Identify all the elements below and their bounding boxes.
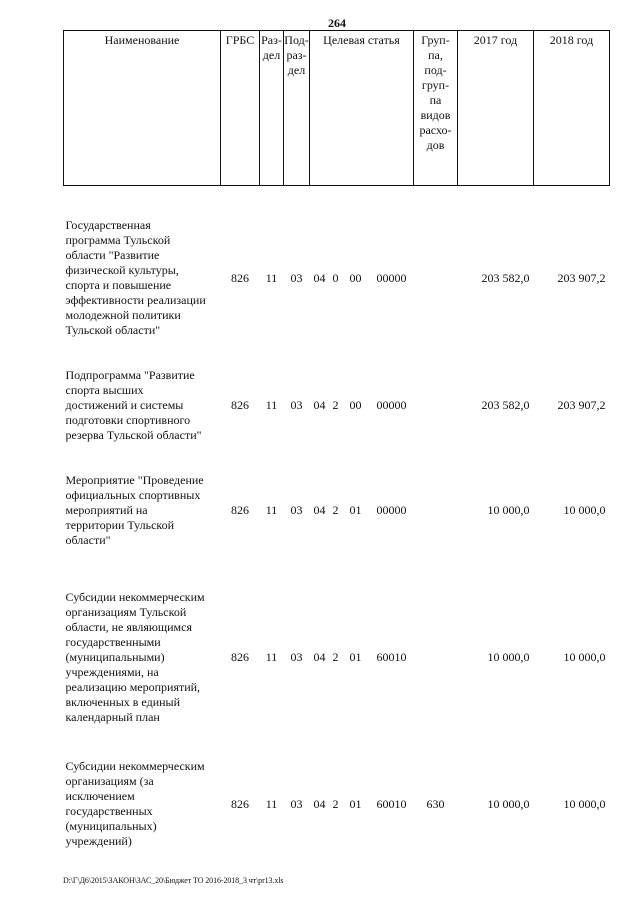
row-target-event: 00 — [349, 398, 362, 412]
table-row — [64, 590, 610, 725]
row-amount-2018: 203 907,2 — [557, 270, 606, 285]
row-target-subprogram: 2 — [332, 503, 339, 517]
header-year-2017: 2017 год — [458, 31, 534, 186]
row-target-event: 01 — [349, 796, 362, 811]
table-row — [64, 759, 610, 849]
row-grbs: 826 — [231, 503, 249, 517]
row-target-code: 00000 — [376, 503, 407, 517]
header-year-2018: 2018 год — [534, 31, 610, 186]
row-name: Субсидии некоммерческим организациям Тульской области, не являющимся государственными (муниципальными) учреждениями, на реализацию мероприятий, включенных в единый календарный план — [65, 590, 205, 724]
row-target-program: 04 — [313, 503, 326, 517]
header-group — [414, 31, 458, 186]
row-grbs: 826 — [231, 270, 249, 285]
row-amount-2017: 203 582,0 — [481, 270, 530, 285]
row-grbs: 826 — [231, 650, 249, 664]
row-razdel: 11 — [265, 503, 278, 517]
row-amount-2018: 203 907,2 — [557, 398, 606, 412]
row-amount-2017: 10 000,0 — [487, 796, 530, 811]
page-number: 264 — [328, 16, 346, 30]
row-target-code: 00000 — [376, 398, 407, 412]
row-name: Государственная программа Тульской области "Развитие физической культуры, спорта и повышение эффективности реализации молодежной политики Тульской области" — [65, 218, 206, 337]
row-amount-2018: 10 000,0 — [563, 796, 606, 811]
row-amount-2017: 203 582,0 — [481, 398, 530, 412]
row-podrazdel: 03 — [290, 398, 303, 412]
row-target-event: 01 — [349, 650, 362, 664]
row-target-subprogram: 2 — [332, 650, 339, 664]
row-target-program: 04 — [313, 796, 326, 811]
row-podrazdel: 03 — [290, 270, 303, 285]
row-razdel: 11 — [265, 270, 278, 285]
row-amount-2017: 10 000,0 — [487, 650, 530, 664]
row-group — [414, 218, 458, 338]
row-podrazdel: 03 — [290, 503, 303, 517]
row-razdel: 11 — [265, 650, 278, 664]
row-group — [414, 473, 458, 548]
row-group — [414, 590, 458, 725]
header-podrazdel — [284, 31, 310, 186]
row-target-program: 04 — [313, 398, 326, 412]
row-name: Субсидии некоммерческим организациям (за исключением государственных (муниципальных) учреждений) — [65, 759, 205, 848]
header-razdel-text: Раз- дел — [261, 33, 282, 62]
row-razdel: 11 — [265, 796, 278, 811]
row-target-event: 00 — [349, 270, 362, 285]
row-target-subprogram: 0 — [332, 270, 339, 285]
row-group: 630 — [426, 796, 445, 811]
row-target-program: 04 — [313, 270, 326, 285]
table-row — [64, 218, 610, 338]
row-target-code: 60010 — [376, 650, 407, 664]
row-podrazdel: 03 — [290, 796, 303, 811]
row-name: Подпрограмма "Развитие спорта высших достижений и системы подготовки спортивного резерва Тульской области" — [65, 368, 202, 442]
row-grbs: 826 — [231, 796, 249, 811]
header-group-text: Груп- па, под- груп- па видов расхо- дов — [419, 33, 452, 152]
row-amount-2018: 10 000,0 — [563, 503, 606, 517]
budget-table — [63, 30, 610, 849]
file-path-footer: D:\Г\Д6\2015\ЗАКОН\ЗАС_20\Бюджет ТО 2016-2018_3 чт\pr13.xls — [63, 876, 284, 885]
header-target: Целевая статья — [310, 31, 414, 186]
header-grbs: ГРБС — [221, 31, 260, 186]
row-name: Мероприятие "Проведение официальных спортивных мероприятий на территории Тульской области" — [65, 473, 204, 547]
table-header-row — [64, 31, 610, 186]
row-amount-2017: 10 000,0 — [487, 503, 530, 517]
row-target-code: 00000 — [376, 270, 407, 285]
table-row — [64, 368, 610, 443]
row-target-subprogram: 2 — [332, 796, 339, 811]
table-row — [64, 473, 610, 548]
row-podrazdel: 03 — [290, 650, 303, 664]
row-group — [414, 368, 458, 443]
row-target-program: 04 — [313, 650, 326, 664]
row-target-code: 60010 — [376, 796, 407, 811]
header-razdel — [260, 31, 284, 186]
row-target-subprogram: 2 — [332, 398, 339, 412]
row-amount-2018: 10 000,0 — [563, 650, 606, 664]
row-grbs: 826 — [231, 398, 249, 412]
row-razdel: 11 — [265, 398, 278, 412]
header-podrazdel-text: Под- раз- дел — [284, 33, 309, 77]
header-name: Наименование — [64, 31, 221, 186]
row-target-event: 01 — [349, 503, 362, 517]
